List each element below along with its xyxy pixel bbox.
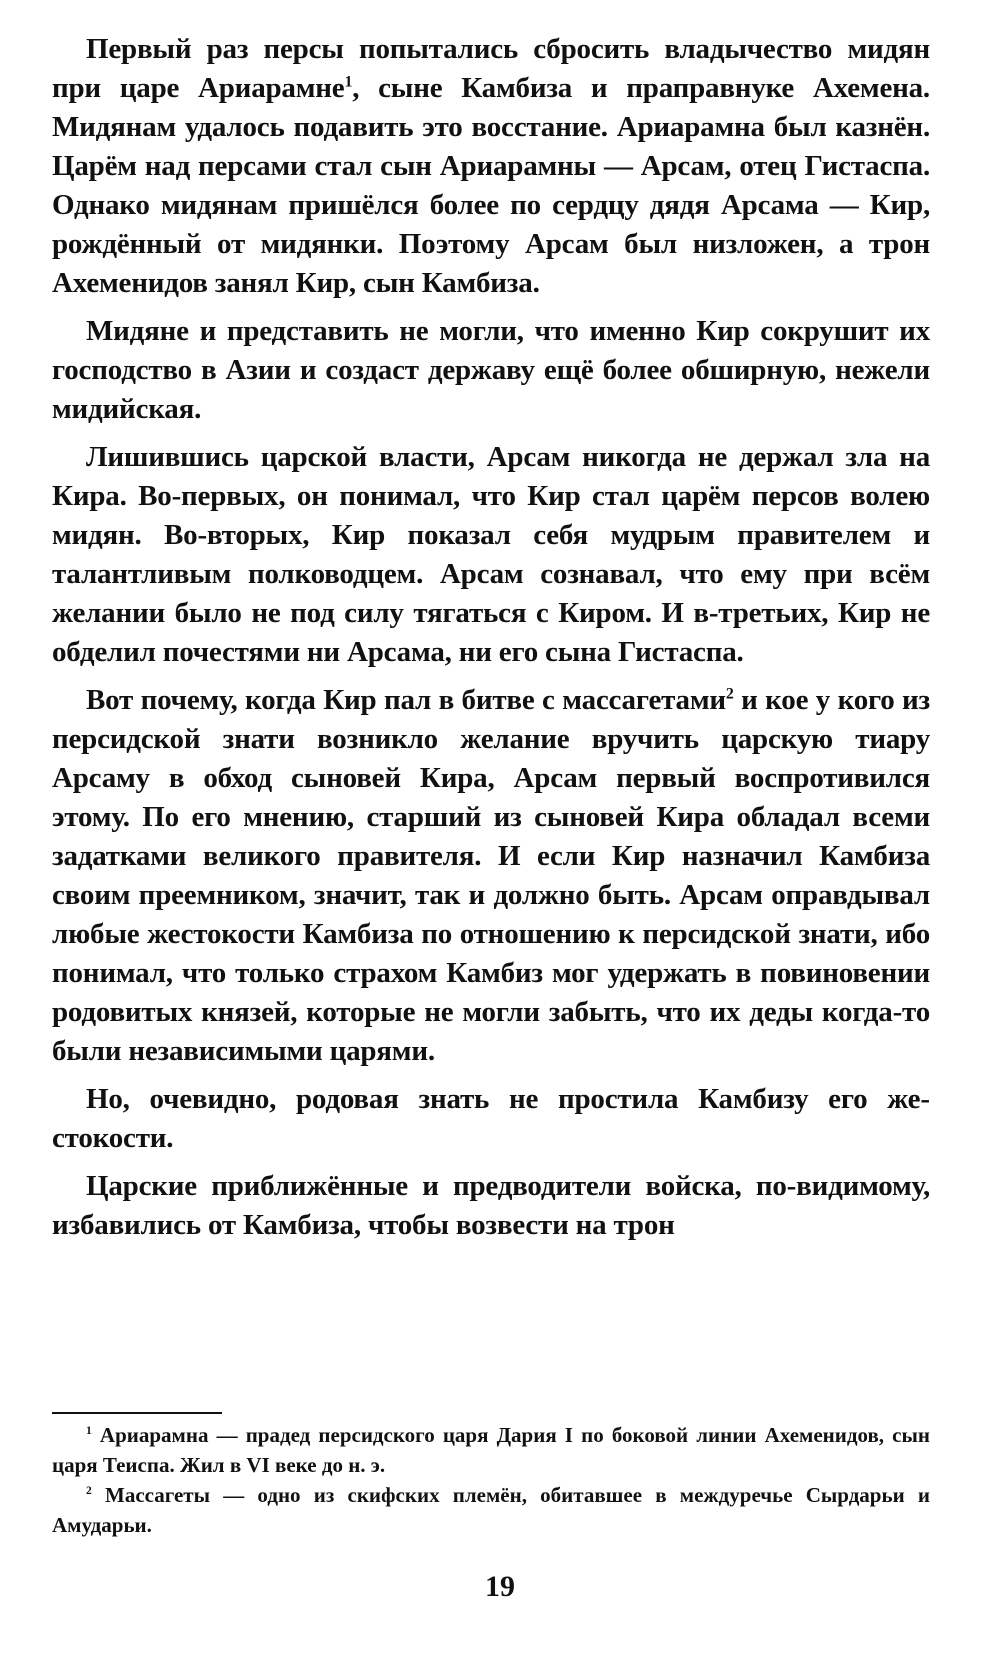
page-number: 19	[485, 1570, 515, 1603]
footnotes	[52, 1420, 930, 1540]
paragraph-4-text-a: Вот почему, когда Кир пал в битве с массагетами	[86, 684, 726, 716]
paragraph-4-text-b: и кое у кого из персидской знати возникло желание вручить царскую тиару Арсаму в обход сыновей Кира, Арсам первый воспротивился этому. По его мнению, старший из сыновей Кира обладал всеми задатками великого правителя. И если Кир назначил Камбиза своим преемником, значит, так и должно быть. Арсам оправдывал любые жестокости Камбиза по отношению к персидской знати, ибо понимал, что только страхом Камбиз мог удержать в повиновении родовитых князей, которые не могли забыть, что их деды когда-то были независимыми царями.	[52, 684, 931, 1067]
footnote-ref-2: 2	[725, 685, 734, 703]
footnote-ref-1: 1	[344, 73, 353, 91]
paragraph-1	[52, 30, 930, 303]
footnote-2-mark: 2	[86, 1485, 92, 1497]
footnote-2-text: Массагеты — одно из скифских племён, обитавшее в междуречье Сырдарьи и Амударьи.	[52, 1483, 931, 1537]
footnote-1-mark: 1	[86, 1425, 92, 1437]
main-text	[52, 30, 930, 1245]
footnote-1-text: Ариарамна — прадед персидского царя Дария I по боковой линии Ахеменидов, сын царя Теиспа. Жил в VI веке до н. э.	[52, 1423, 931, 1477]
paragraph-5: Но, очевидно, родовая знать не простила Камбизу его жестокости.	[52, 1083, 930, 1154]
paragraph-6: Царские приближённые и предводители войска, по-видимому, избавились от Камбиза, чтобы возвести на трон	[52, 1170, 930, 1241]
paragraph-2: Мидяне и представить не могли, что именно Кир сокрушит их господство в Азии и создаст державу ещё более обширную, нежели мидийская.	[52, 315, 930, 425]
paragraph-1-text-a: Первый раз персы попытались сбросить владычество мидян при царе Ариарамне	[52, 33, 930, 104]
paragraph-3: Лишившись царской власти, Арсам никогда не держал зла на Кира. Во-первых, он понимал, что Кир стал царём персов волею мидян. Во-вторых, Кир показал себя мудрым правителем и талантливым полководцем. Арсам сознавал, что ему при всём желании было не под силу тягаться с Киром. И в-третьих, Кир не обделил почестями ни Арсама, ни его сына Гистаспа.	[52, 441, 930, 668]
paragraph-4	[52, 681, 930, 1071]
footnote-2	[52, 1480, 930, 1540]
footnote-1	[52, 1420, 930, 1480]
footnote-divider	[52, 1412, 222, 1414]
paragraph-1-text-b: , сыне Камбиза и праправнуке Ахемена. Мидянам удалось подавить это восстание. Ариарамна был казнён. Царём над персами стал сын Ариарамны — Арсам, отец Гистаспа. Однако мидянам пришёлся более по сердцу дядя Арсама — Кир, рождённый от мидянки. Поэтому Арсам был низложен, а трон Ахеменидов занял Кир, сын Камбиза.	[52, 72, 930, 299]
